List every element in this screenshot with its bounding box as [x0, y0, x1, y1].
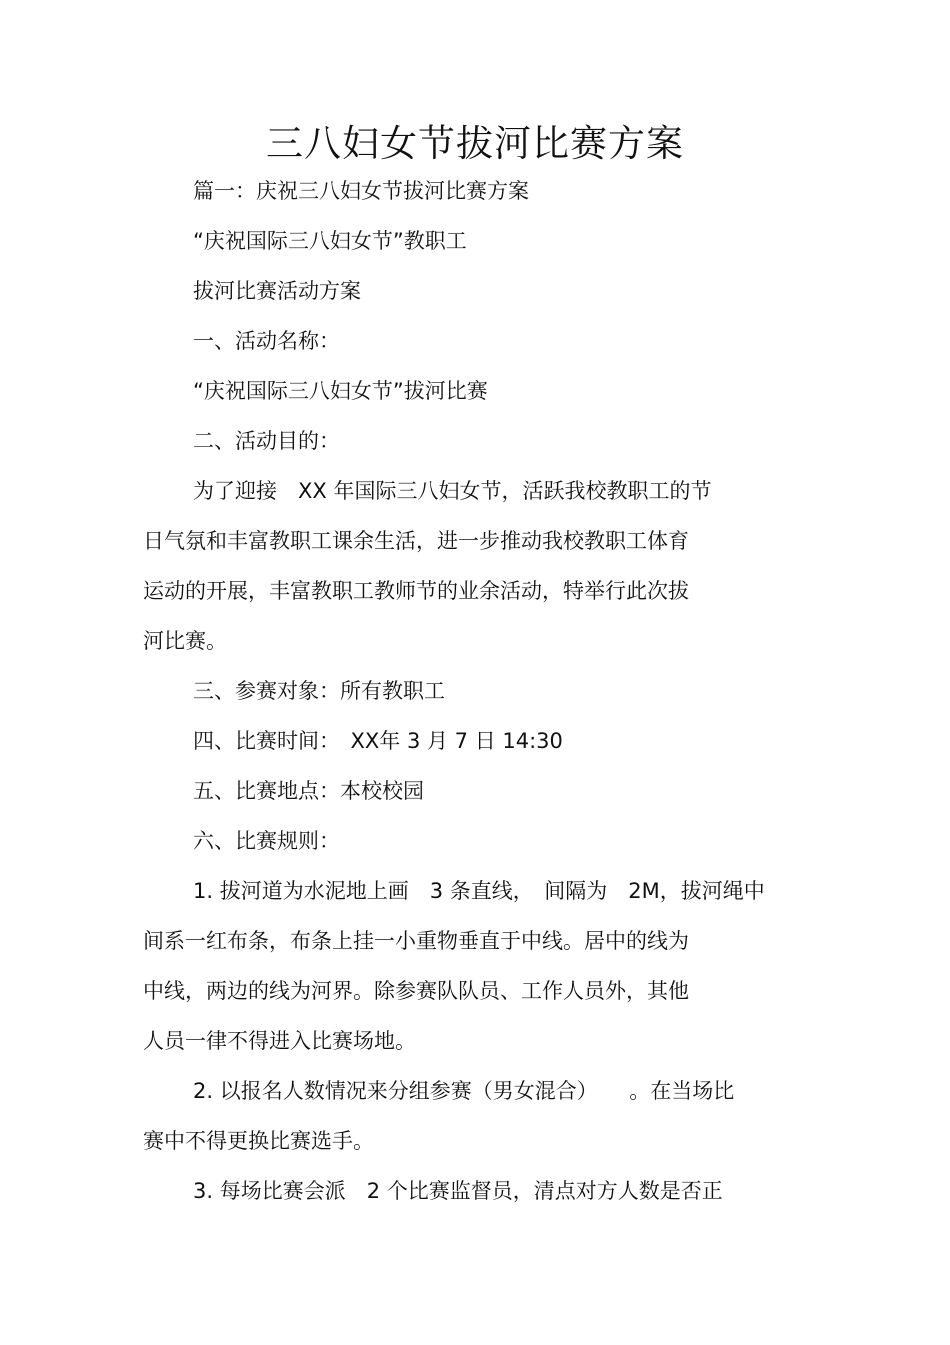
text-line: “庆祝国际三八妇女节”教职工: [193, 229, 467, 253]
section-heading: 二、活动目的：: [193, 429, 340, 453]
text-line: 为了迎接 XX 年国际三八妇女节，活跃我校教职工的节: [193, 479, 712, 503]
section-heading: 四、比赛时间： XX年 3 月 7 日 14:30: [193, 729, 563, 753]
text-line: 2. 以报名人数情况来分组参赛（男女混合） 。在当场比: [193, 1079, 735, 1103]
document-title: 三八妇女节拔河比赛方案: [266, 122, 684, 165]
section-heading: 三、参赛对象：所有教职工: [193, 679, 445, 703]
text-line: 拔河比赛活动方案: [193, 279, 361, 303]
text-line: 日气氛和丰富教职工课余生活，进一步推动我校教职工体育: [143, 529, 689, 553]
text-line: 中线，两边的线为河界。除参赛队队员、工作人员外，其他: [143, 979, 689, 1003]
text-line: 人员一律不得进入比赛场地。: [143, 1029, 416, 1053]
text-line: 间系一红布条，布条上挂一小重物垂直于中线。居中的线为: [143, 929, 689, 953]
section-heading: 五、比赛地点：本校校园: [193, 779, 424, 803]
text-line: 河比赛。: [143, 629, 227, 653]
text-line: 1. 拔河道为水泥地上画 3 条直线， 间隔为 2M，拔河绳中: [193, 879, 765, 903]
text-line: 3. 每场比赛会派 2 个比赛监督员，清点对方人数是否正: [193, 1179, 723, 1203]
text-line: 运动的开展，丰富教职工教师节的业余活动，特举行此次拔: [143, 579, 689, 603]
text-line: “庆祝国际三八妇女节”拔河比赛: [193, 379, 488, 403]
section-heading: 六、比赛规则：: [193, 829, 340, 853]
text-line: 赛中不得更换比赛选手。: [143, 1129, 374, 1153]
text-line: 篇一：庆祝三八妇女节拔河比赛方案: [193, 179, 529, 203]
section-heading: 一、活动名称：: [193, 329, 340, 353]
